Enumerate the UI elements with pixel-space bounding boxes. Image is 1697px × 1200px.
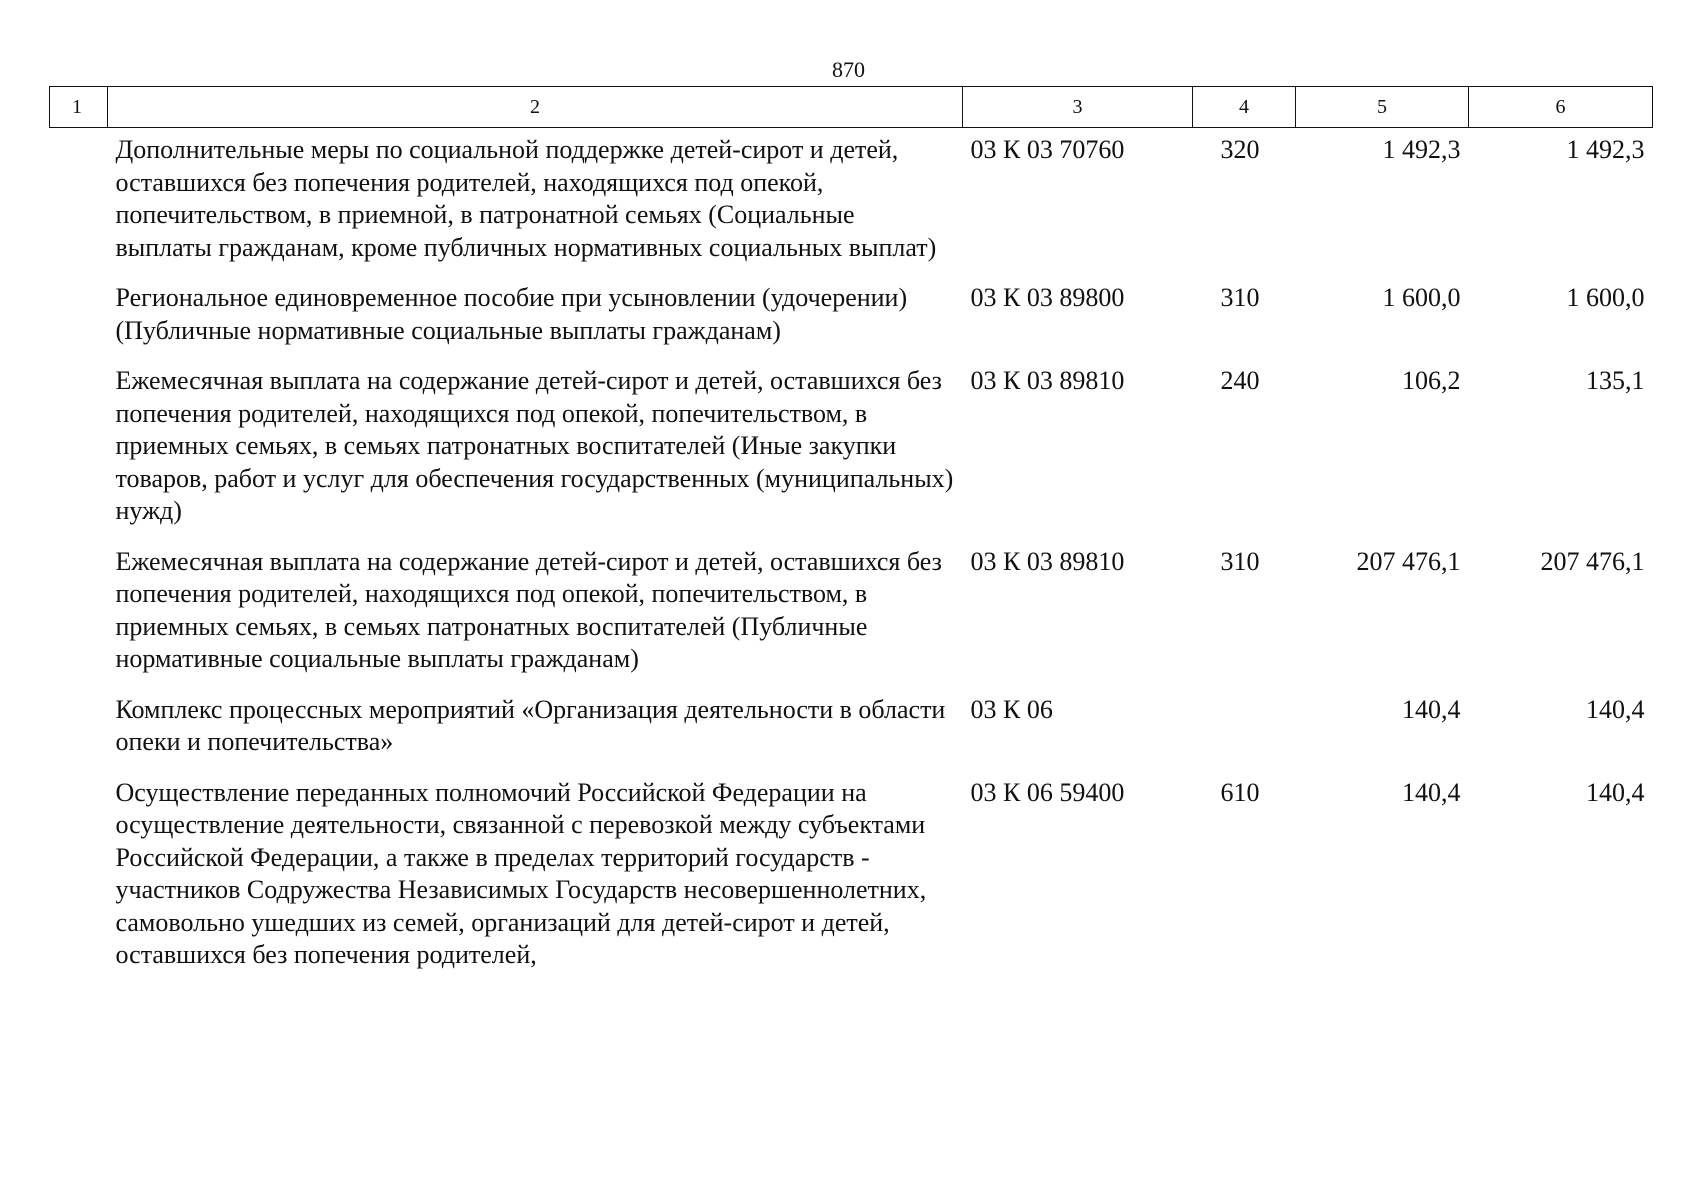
- column-header-2: 2: [108, 87, 963, 128]
- target-article-code: 03 К 03 89800: [970, 283, 1125, 312]
- row-number-cell: [50, 128, 108, 277]
- target-article-code: 03 К 03 89810: [970, 546, 1125, 576]
- row-number-cell: [50, 359, 108, 540]
- row-number-cell: [50, 540, 108, 688]
- target-article-code: 03 К 06 59400: [970, 777, 1125, 807]
- expense-name: Ежемесячная выплата на содержание детей-сирот и детей, оставшихся без попечения родителей, находящихся под опекой, попечительством, в приемных семьях, в семьях патронатных воспитателей (Публичные нормативные социальные выплаты гражданам): [115, 546, 942, 673]
- amount-year-2: 1 600,0: [1566, 283, 1645, 312]
- table-row: [50, 771, 1653, 984]
- row-number-cell: [50, 276, 108, 359]
- amount-year-2: 140,4: [1586, 777, 1645, 807]
- table-body: [50, 128, 1653, 984]
- expense-name: Комплекс процессных мероприятий «Организация деятельности в области опеки и попечительства»: [115, 694, 946, 756]
- amount-year-1: 207 476,1: [1356, 546, 1461, 576]
- expense-type-code: 310: [1220, 283, 1260, 312]
- expense-type-code: [1193, 688, 1296, 771]
- expense-type-code: 320: [1220, 135, 1260, 164]
- page-number: 870: [832, 57, 865, 82]
- amount-year-1: 1 492,3: [1382, 135, 1461, 164]
- amount-year-1: 140,4: [1402, 694, 1461, 724]
- column-header-4: 4: [1193, 87, 1296, 128]
- table-header: [50, 87, 1653, 128]
- column-header-5: 5: [1296, 87, 1469, 128]
- target-article-code: 03 К 03 70760: [970, 135, 1125, 164]
- expense-name: Осуществление переданных полномочий Российской Федерации на осуществление деятельности, связанной с перевозкой между субъектами Российской Федерации, а также в пределах территорий государств - участников Содружества Независимых Государств несовершеннолетних, самовольно ушедших из семей, организаций для детей-сирот и детей, оставшихся без попечения родителей,: [115, 777, 927, 969]
- amount-year-1: 106,2: [1402, 366, 1461, 395]
- amount-year-2: 135,1: [1586, 366, 1645, 395]
- table-row: [50, 688, 1653, 771]
- expense-name: Региональное единовременное пособие при усыновлении (удочерении) (Публичные нормативные социальные выплаты гражданам): [115, 283, 908, 345]
- expense-type-code: 610: [1220, 777, 1260, 807]
- header-row: [50, 87, 1653, 128]
- amount-year-2: 140,4: [1586, 694, 1645, 724]
- table-row: [50, 540, 1653, 688]
- amount-year-2: 1 492,3: [1566, 135, 1645, 164]
- amount-year-2: 207 476,1: [1540, 546, 1645, 576]
- expense-name: Дополнительные меры по социальной поддержке детей-сирот и детей, оставшихся без попечения родителей, находящихся под опекой, попечительством, в приемной, в патронатной семьях (Социальные выплаты гражданам, кроме публичных нормативных социальных выплат): [115, 135, 937, 262]
- expense-type-code: 310: [1220, 546, 1260, 576]
- row-number-cell: [50, 771, 108, 984]
- expense-type-code: 240: [1220, 366, 1260, 395]
- target-article-code: 03 К 03 89810: [970, 366, 1125, 395]
- table-row: [50, 128, 1653, 277]
- target-article-code: 03 К 06: [970, 694, 1053, 724]
- column-header-6: 6: [1469, 87, 1653, 128]
- amount-year-1: 140,4: [1402, 777, 1461, 807]
- column-header-3: 3: [963, 87, 1193, 128]
- table-row: [50, 359, 1653, 540]
- column-header-1: 1: [50, 87, 108, 128]
- row-number-cell: [50, 688, 108, 771]
- amount-year-1: 1 600,0: [1382, 283, 1461, 312]
- budget-table: [49, 86, 1653, 984]
- expense-name: Ежемесячная выплата на содержание детей-сирот и детей, оставшихся без попечения родителей, находящихся под опекой, попечительством, в приемных семьях, в семьях патронатных воспитателей (Иные закупки товаров, работ и услуг для обеспечения государственных (муниципальных) нужд): [115, 366, 954, 525]
- table-row: [50, 276, 1653, 359]
